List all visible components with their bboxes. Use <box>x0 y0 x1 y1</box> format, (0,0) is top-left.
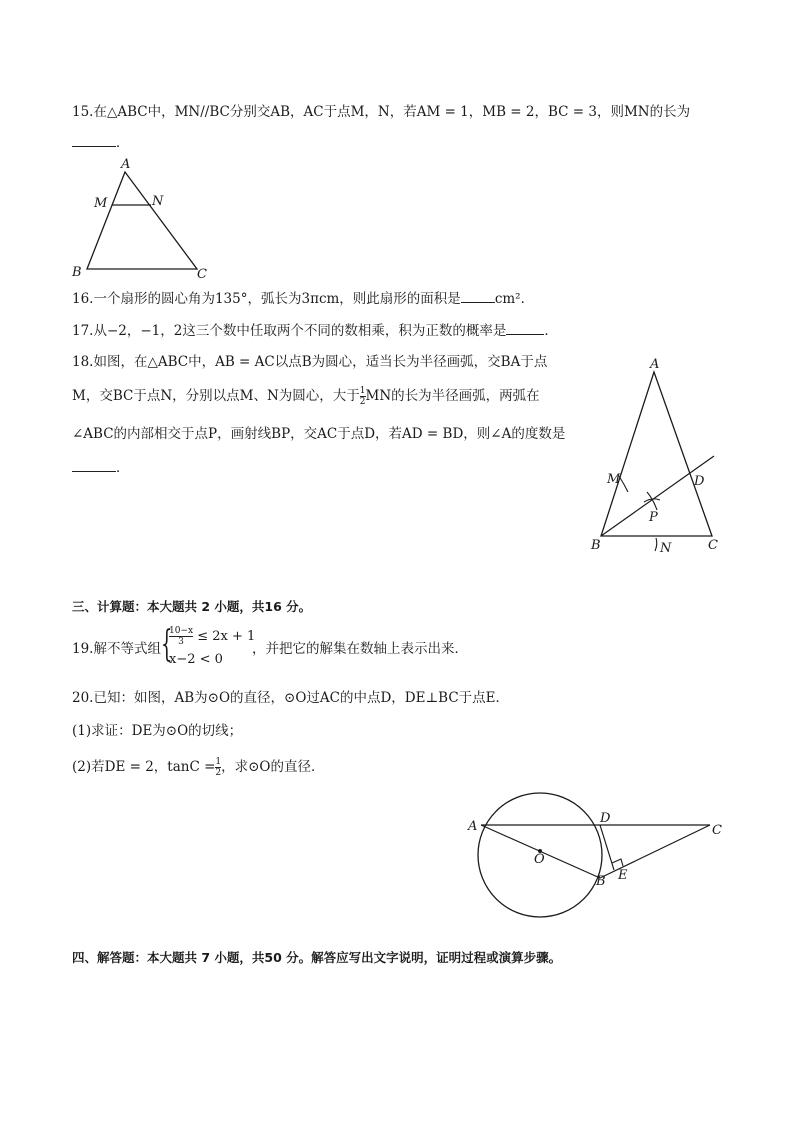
q19-brace: { <box>161 624 173 665</box>
q18-label-p: P <box>649 510 658 525</box>
q19-frac-num: 10−x <box>169 626 194 636</box>
q15-statement: 15.在△ABC中，MN//BC分别交AB，AC于点M，N，若AM = 1，MB = 2，BC = 3，则MN的长为 <box>72 104 691 120</box>
q18-statement-2a: M，交BC于点N，分别以点M、N为圆心，大于 <box>72 388 360 404</box>
q20-label-b: B <box>596 874 606 889</box>
q19-ineq2: x−2 < 0 <box>169 652 223 667</box>
q18-arc-n <box>655 538 657 551</box>
q17-statement: 17.从−2，−1，2这三个数中任取两个不同的数相乘，积为正数的概率是 <box>72 323 507 339</box>
q20-label-o: O <box>534 852 545 867</box>
q20-label-e: E <box>618 868 628 883</box>
q19-frac-den: 3 <box>178 637 184 647</box>
q18-label-d: D <box>694 474 705 489</box>
q18-answer-line <box>72 458 130 478</box>
q19-statement: 19.解不等式组 <box>72 641 161 657</box>
q20-figure <box>460 795 740 925</box>
q18-line1 <box>72 352 547 372</box>
q20-segment-bc <box>600 825 710 878</box>
q18-frac-num: 1 <box>359 386 366 396</box>
q15-figure <box>60 150 220 290</box>
q20-frac-den: 2 <box>215 768 222 778</box>
q17-text <box>72 321 558 341</box>
q19-instruction: ，并把它的解集在数轴上表示出来． <box>252 641 468 657</box>
q16-answer-blank[interactable] <box>461 290 495 303</box>
q18-statement-2b: MN的长为半径画弧，两弧在 <box>365 388 540 404</box>
q20-line1 <box>72 688 509 708</box>
q15-label-c: C <box>197 267 207 282</box>
q18-tail: ． <box>116 460 130 476</box>
q18-label-c: C <box>708 538 718 553</box>
q18-label-a: A <box>650 357 660 372</box>
q15-triangle <box>87 172 197 269</box>
q18-statement-3: ∠ABC的内部相交于点P，画射线BP，交AC于点D，若AD = BD，则∠A的度数是 <box>72 426 566 442</box>
q15-label-b: B <box>72 265 82 280</box>
q18-arc-p1 <box>647 492 657 510</box>
q15-text <box>72 102 690 122</box>
q20-part1: (1)求证：DE为⊙O的切线； <box>72 723 243 739</box>
section4-heading: 四、解答题：本大题共 7 小题，共50 分。解答应写出文字说明，证明过程或演算步骤。 <box>72 950 562 965</box>
q17-tail: ． <box>544 323 558 339</box>
q20-label-c: C <box>712 823 722 838</box>
q20-statement: 20.已知：如图，AB为⊙O的直径，⊙O过AC的中点D，DE⊥BC于点E． <box>72 690 510 706</box>
q16-text <box>72 289 534 309</box>
q15-tail: ． <box>116 135 130 151</box>
q18-label-m: M <box>607 472 621 487</box>
q20-line3 <box>72 757 325 778</box>
q20-label-d: D <box>600 811 611 826</box>
q18-frac-den: 2 <box>359 397 366 407</box>
q18-arc-m <box>619 476 628 492</box>
q18-figure <box>580 352 740 562</box>
q18-label-b: B <box>591 538 601 553</box>
q16-unit: cm²． <box>494 291 535 307</box>
q20-frac-num: 1 <box>215 757 222 767</box>
q20-part2-a: (2)若DE = 2，tanC = <box>72 759 216 775</box>
q15-label-m: M <box>94 196 108 211</box>
q18-label-n: N <box>660 541 672 556</box>
q18-statement-1: 18.如图，在△ABC中，AB = AC以点B为圆心，适当长为半径画弧，交BA于点 <box>72 354 548 370</box>
q19-fraction <box>169 626 193 647</box>
q15-label-a: A <box>121 157 131 172</box>
q18-answer-blank[interactable] <box>72 459 116 472</box>
q20-right-angle-mark <box>612 859 623 866</box>
section3-heading: 三、计算题：本大题共 2 小题，共16 分。 <box>72 599 312 614</box>
q20-part2-b: ，求⊙O的直径． <box>221 759 325 775</box>
q19-prefix <box>72 639 161 659</box>
q20-label-a: A <box>468 819 478 834</box>
q20-line2 <box>72 721 242 741</box>
q18-line2 <box>72 386 540 407</box>
q18-line3 <box>72 424 565 444</box>
q19-ineq1 <box>169 626 255 647</box>
q15-answer-blank[interactable] <box>72 134 116 147</box>
q15-label-n: N <box>152 194 164 209</box>
q19-suffix <box>252 639 468 659</box>
q19-ineq1-rhs: ≤ 2x + 1 <box>197 629 256 644</box>
q16-statement: 16.一个扇形的圆心角为135°，弧长为3πcm，则此扇形的面积是 <box>72 291 461 307</box>
q17-answer-blank[interactable] <box>506 322 544 335</box>
